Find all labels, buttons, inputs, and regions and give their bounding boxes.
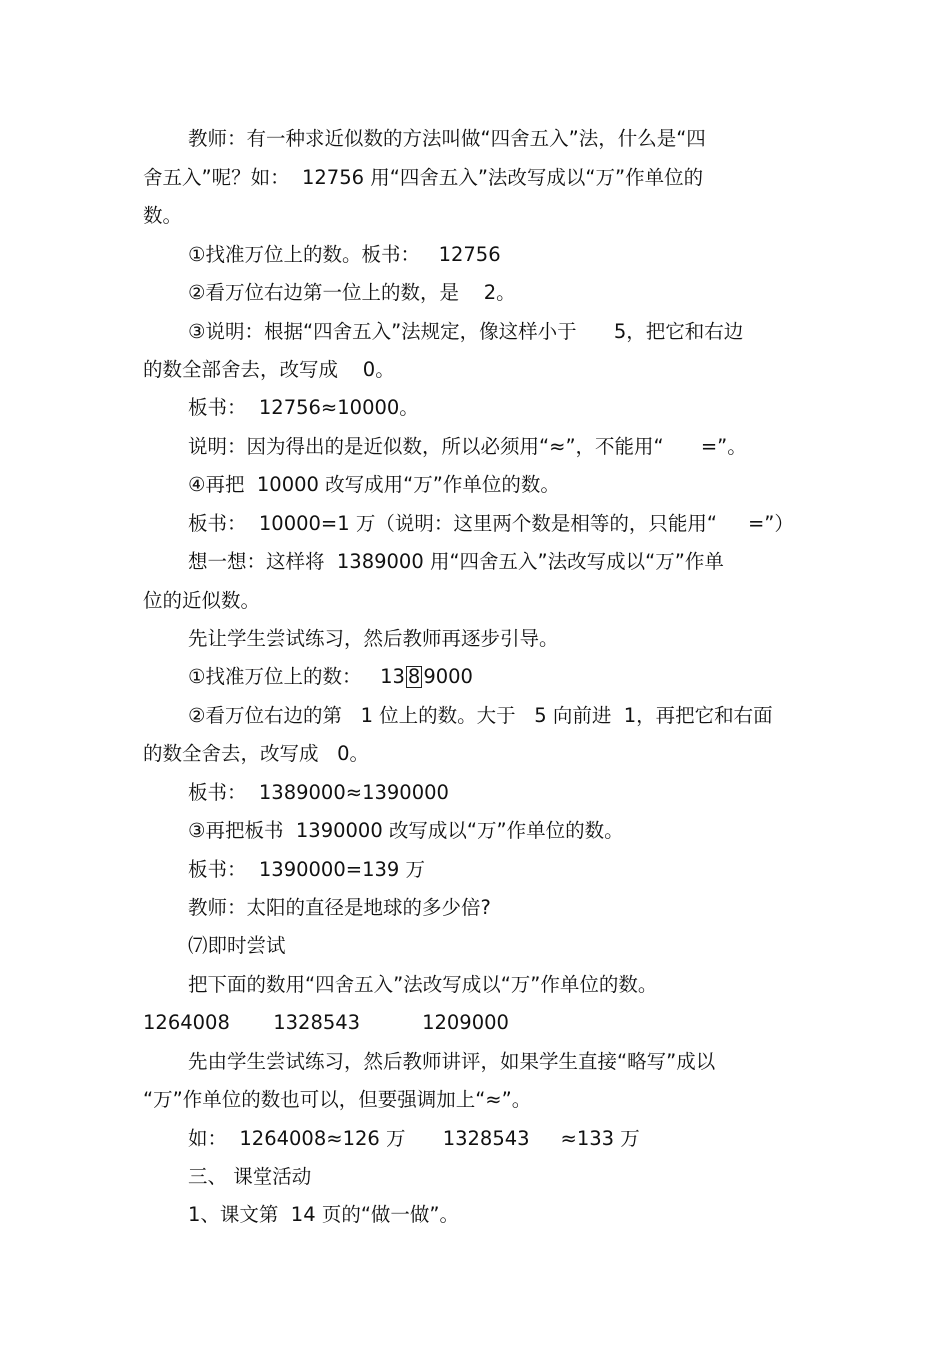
- text-line: 三、 课堂活动: [188, 1165, 312, 1188]
- text-line: ④再把 10000 改写成用“万”作单位的数。: [188, 473, 560, 496]
- text-line: ③说明：根据“四舍五入”法规定，像这样小于 5，把它和右边: [188, 320, 744, 343]
- text-line: 如： 1264008≈126 万 1328543 ≈133 万: [188, 1127, 640, 1150]
- text-line: 板书： 12756≈10000。: [188, 396, 419, 419]
- text-line-with-box: [188, 665, 473, 689]
- text-segment: 9000: [423, 665, 473, 688]
- text-line: 说明：因为得出的是近似数，所以必须用“≈”，不能用“ =”。: [188, 435, 747, 458]
- boxed-digit: 8: [407, 665, 421, 688]
- text-line: ②看万位右边的第 1 位上的数。大于 5 向前进 1，再把它和右面: [188, 704, 773, 727]
- text-line: 想一想：这样将 1389000 用“四舍五入”法改写成以“万”作单: [188, 550, 724, 573]
- text-line: 板书： 1389000≈1390000: [188, 781, 449, 804]
- text-line: 位的近似数。: [143, 589, 261, 612]
- text-line: 板书： 10000=1 万（说明：这里两个数是相等的，只能用“ =”）: [188, 512, 794, 535]
- text-line: ③再把板书 1390000 改写成以“万”作单位的数。: [188, 819, 624, 842]
- text-line: 板书： 1390000=139 万: [188, 858, 425, 881]
- text-line: 舍五入”呢？如： 12756 用“四舍五入”法改写成以“万”作单位的: [143, 166, 704, 189]
- text-line: 教师：有一种求近似数的方法叫做“四舍五入”法，什么是“四: [188, 127, 706, 150]
- text-line: “万”作单位的数也可以，但要强调加上“≈”。: [143, 1088, 532, 1111]
- text-line: 先由学生尝试练习，然后教师讲评，如果学生直接“略写”成以: [188, 1050, 716, 1073]
- text-line: ②看万位右边第一位上的数，是 2。: [188, 281, 516, 304]
- text-line: 把下面的数用“四舍五入”法改写成以“万”作单位的数。: [188, 973, 658, 996]
- text-line: 先让学生尝试练习，然后教师再逐步引导。: [188, 627, 559, 650]
- text-line: 数。: [143, 204, 183, 227]
- text-line: 1264008 1328543 1209000: [143, 1011, 509, 1034]
- text-line: 教师：太阳的直径是地球的多少倍?: [188, 896, 491, 919]
- text-line: ①找准万位上的数。板书： 12756: [188, 243, 501, 266]
- text-line: 的数全部舍去，改写成 0。: [143, 358, 395, 381]
- text-line: 1、课文第 14 页的“做一做”。: [188, 1203, 460, 1226]
- text-segment: ①找准万位上的数： 13: [188, 665, 405, 688]
- text-line: 的数全舍去，改写成 0。: [143, 742, 370, 765]
- text-line: ⑺即时尝试: [188, 934, 286, 957]
